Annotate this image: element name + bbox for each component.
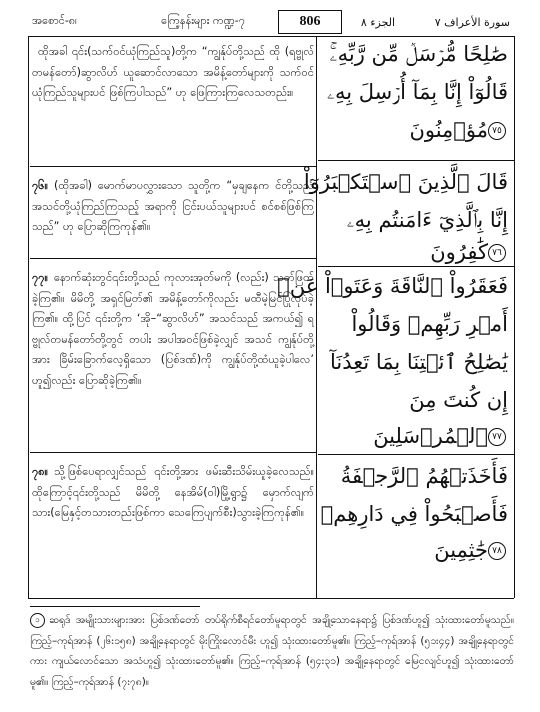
arabic-line: ٧٥مُؤۡمِنُونَ <box>318 118 508 142</box>
verse-number: ၇၇။ <box>32 271 48 284</box>
verse-text: ထိုအခါ ၎င်း(သက်ဝင်ယုံကြည်သူ)တို့က “ကျွန်ုပ်တို့သည် ထို (ရဗ္ဗုလ် တမန်တော်)ဆွာလိဟ် ယူဆောင်လာသော အမိန့်တော်များကို သက်ဝင်ယုံကြည်သူများပင် ဖြစ်ကြပါသည်” ဟု ဖြေကြားကြလေသတည်း။ <box>32 45 314 100</box>
verse-number: ၇၆။ <box>32 179 48 192</box>
verse-separator <box>30 258 316 259</box>
verse-separator <box>30 166 316 167</box>
arabic-separator <box>318 160 514 161</box>
arabic-line: أَمۡرِ رَبِّهِمۡ وَقَالُواْ <box>351 312 508 336</box>
translation-verse <box>32 462 314 524</box>
arabic-line: قَالُوٓاْ إِنَّا بِمَآ أُرۡسِلَ بِهِۦ <box>326 80 508 104</box>
arabic-line: صَٰلِحًا مُّرۡسَلٞ مِّن رَّبِّهِۦۚ <box>329 42 508 66</box>
column-divider <box>316 36 317 598</box>
verse-end-mark: ٧٥ <box>488 122 506 140</box>
header-rule <box>28 36 514 37</box>
arabic-line: ٧٧ٱلۡمُرۡسَلِينَ <box>318 424 508 448</box>
translation-verse <box>32 268 314 392</box>
translation-verse <box>32 42 314 104</box>
footnote <box>30 610 514 692</box>
header-juz: الجزء ٨ <box>360 15 396 29</box>
header-chapter-left: အစောင်-၈၊ <box>32 14 77 27</box>
page-number: 806 <box>278 10 342 34</box>
page-header <box>28 10 514 34</box>
arabic-separator <box>318 454 514 455</box>
verse-text: သို့ဖြစ်ပေရာလျှင်သည် ၎င်းတို့အား ဖမ်းဆီးသိမ်းယူခဲ့လေသည်။ ထိုကြောင့်၎င်းတို့သည် မိမိတို့ နေအိမ်(ဝါ)မြို့ရွာ၌ မှောက်လျက်သား(မြေနှင့်တသားတည်းဖြစ်ကာ သေကြေပျက်စီး)သွားခဲ့ကြကုန်၏။ <box>32 465 314 520</box>
header-chapter-mid: ကြေ့နန်းများ ကဏ္ဍ-၇ <box>161 14 245 27</box>
header-surah: سورة الأعراف ٧ <box>434 15 510 29</box>
left-border <box>28 36 29 598</box>
arabic-line: ٧٨جَٰثِمِينَ <box>318 538 508 562</box>
verse-end-mark: ٧٧ <box>488 428 506 446</box>
arabic-line: إِن كُنتَ مِنَ <box>409 388 508 412</box>
footnote-text: ဆရုဒ် အမျိုးသားများအား ပြစ်ဒဏ်တော် တပ်ရိုက်စီရင်တော်မူရာတွင် အချို့သောနေရာ၌ ပြစ်ဒဏ်ဟူ၍ သုံးထားတော်မူသည်။ ကြည့်–ကုရ်အာန် (၂၆း၁၅၈) အချို့နေရာတွင် မိုးကြိုးလောင်မီး ဟူ၍ သုံးထားတော်မူ၏။ ကြည့်–ကုရ်အာန် (၅၁း၄၄) အချို့နေရာတွင်ကား ကျယ်လောင်သော အသံဟူ၍ သုံးထားတော်မူ၏။ ကြည့်–ကုရ်အာန် (၅၄း၃၁) အချို့နေရာတွင် မြေငလျင်ဟူ၍ သုံးထားတော်မူ၏။ ကြည့်–ကုရ်အာန် (၇း၇၈)။ <box>30 614 514 688</box>
verse-text: (ထိုအခါ) မောက်မာပလွှားသော သူတို့က “မှချနေက င်တို့သည် အသင်တို့ယုံကြည်ကြသည့် အရာကို ငြင်းပယ်သူများပင် စင်စစ်ဖြစ်ကြသည်” ဟု ပြောဆိုကြကုန်၏။ <box>32 179 314 234</box>
footnote-mark: ၁ <box>30 613 45 628</box>
verse-number: ၇၈။ <box>32 465 49 478</box>
verse-end-mark: ٧٨ <box>488 542 506 560</box>
arabic-line: فَأَصۡبَحُواْ فِي دَارِهِمۡ <box>320 502 508 526</box>
arabic-line: يَٰصَٰلِحُ ٱئۡتِنَا بِمَا تَعِدُنَآ <box>329 350 508 374</box>
verse-separator <box>30 452 316 453</box>
body-bottom-rule <box>28 598 514 599</box>
footnote-rule <box>30 606 200 607</box>
right-border <box>514 36 515 598</box>
arabic-line: قَالَ ٱلَّذِينَ ٱسۡتَكۡبَرُوٓاْ <box>303 170 508 194</box>
verse-text: နောက်ဆုံးတွင်၎င်းတို့သည် ကုလားအုတ်မကို (လည်း) သတ်ဖြတ်ခဲ့ကြ၏။ မိမိတို့ အရှင်မြတ်၏ အမိန့်တော်ကိုလည်း မထီမဲ့မြင်ပြုလုပ်ခဲ့ကြ၏။ ထို့ပြင် ၎င်းတို့က ‘အို–“ဆွာလိဟ်” အသင်သည် အကယ်၍ ရဗ္ဗုလ်တမန်တော်တို့တွင် တပါး အပါအဝင်ဖြစ်ခဲ့လျှင် အသင် ကျွန်ုပ်တို့အား ခြိမ်းခြောက်လေ့ရှိသော (ပြစ်ဒဏ်)ကို ကျွန်ုပ်တို့ထံယူခဲ့ပါလေ’ ဟူ၍လည်း ပြောဆိုခဲ့ကြ၏။ <box>32 271 314 387</box>
translation-verse <box>32 176 314 238</box>
arabic-line: إِنَّا بِٱلَّذِيٓ ءَامَنتُم بِهِۦ <box>346 208 508 232</box>
arabic-separator <box>318 266 514 267</box>
arabic-line: فَأَخَذَتۡهُمُ ٱلرَّجۡفَةُ <box>340 464 508 488</box>
arabic-line: ٧٦كَٰفِرُونَ <box>318 240 508 264</box>
verse-end-mark: ٧٦ <box>488 244 506 262</box>
arabic-line: فَعَقَرُواْ ٱلنَّاقَةَ وَعَتَوۡاْ عَنۡ <box>277 274 508 298</box>
